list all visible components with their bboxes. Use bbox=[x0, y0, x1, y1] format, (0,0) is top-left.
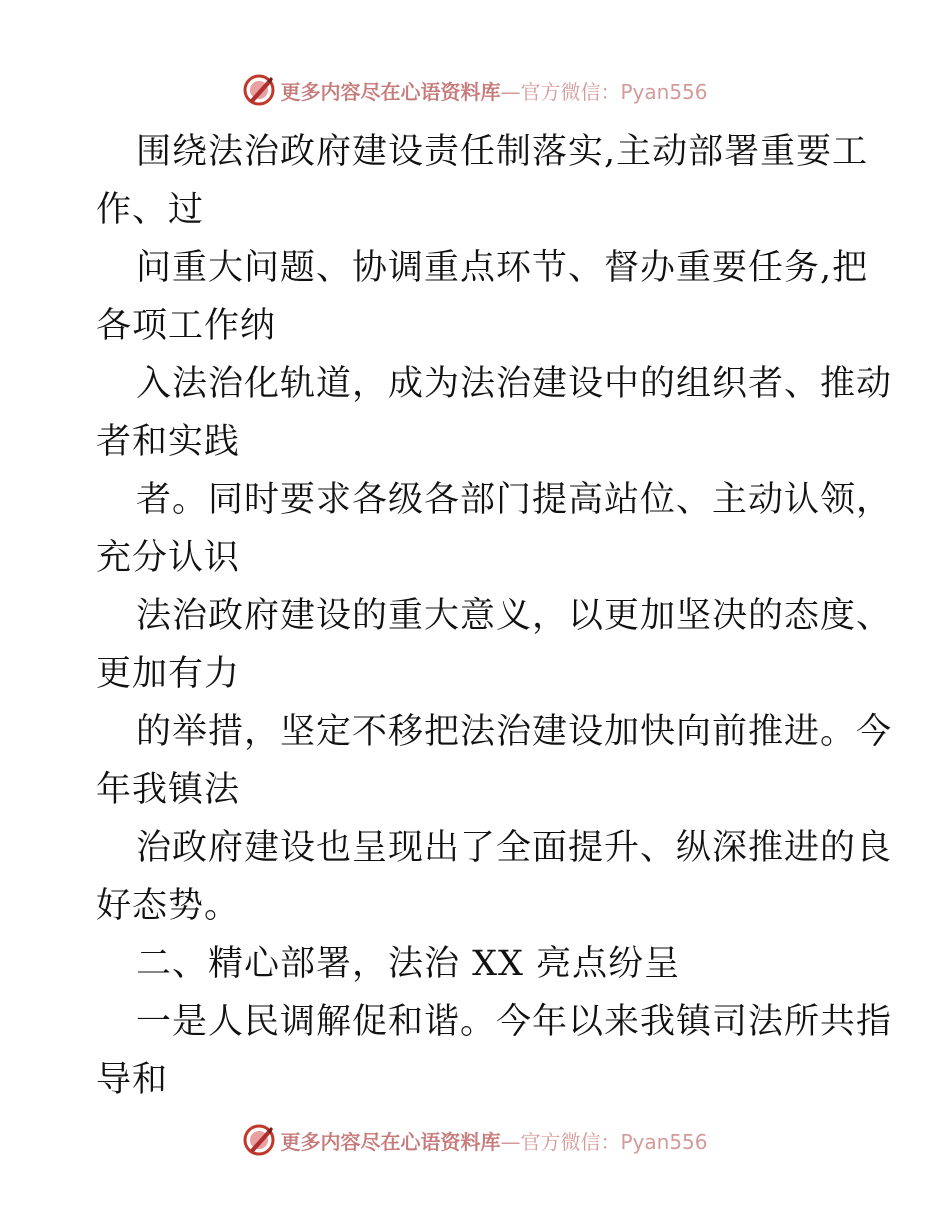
body-line: 的举措，坚定不移把法治建设加快向前推进。今 bbox=[136, 712, 893, 752]
body-line: 作、过 bbox=[96, 190, 205, 230]
document-body bbox=[96, 123, 893, 1109]
body-line: 更加有力 bbox=[96, 654, 241, 694]
banner-brand: 更多内容尽在心语资料库 bbox=[280, 79, 501, 104]
banner-wechat-id: Pyan556 bbox=[620, 79, 708, 104]
banner-dash: — bbox=[500, 1129, 521, 1154]
header-banner bbox=[0, 70, 950, 110]
section-heading: 二、精心部署，法治 XX 亮点纷呈 bbox=[136, 944, 681, 984]
banner-wechat-id: Pyan556 bbox=[620, 1129, 708, 1154]
body-line: 治政府建设也呈现出了全面提升、纵深推进的良 bbox=[136, 828, 893, 868]
body-line: 各项工作纳 bbox=[96, 306, 277, 346]
body-line: 入法治化轨道，成为法治建设中的组织者、推动 bbox=[136, 364, 893, 404]
banner-dash: — bbox=[500, 79, 521, 104]
body-line: 者和实践 bbox=[96, 422, 241, 462]
banner-wechat-label: 官方微信： bbox=[520, 1129, 621, 1154]
banner-text bbox=[280, 1126, 707, 1155]
banner-text bbox=[280, 76, 707, 105]
body-line: 导和 bbox=[96, 1060, 169, 1100]
body-line: 年我镇法 bbox=[96, 770, 241, 810]
quill-seal-icon bbox=[242, 73, 276, 107]
body-line: 围绕法治政府建设责任制落实,主动部署重要工 bbox=[136, 132, 869, 172]
body-line: 充分认识 bbox=[96, 538, 241, 578]
body-line: 好态势。 bbox=[96, 886, 241, 926]
quill-seal-icon bbox=[242, 1123, 276, 1157]
body-line: 问重大问题、协调重点环节、督办重要任务,把 bbox=[136, 248, 869, 288]
banner-brand: 更多内容尽在心语资料库 bbox=[280, 1129, 501, 1154]
body-line: 者。同时要求各级各部门提高站位、主动认领， bbox=[136, 480, 893, 520]
footer-banner bbox=[0, 1120, 950, 1160]
banner-wechat-label: 官方微信： bbox=[520, 79, 621, 104]
body-line: 一是人民调解促和谐。今年以来我镇司法所共指 bbox=[136, 1002, 893, 1042]
body-line: 法治政府建设的重大意义，以更加坚决的态度、 bbox=[136, 596, 893, 636]
